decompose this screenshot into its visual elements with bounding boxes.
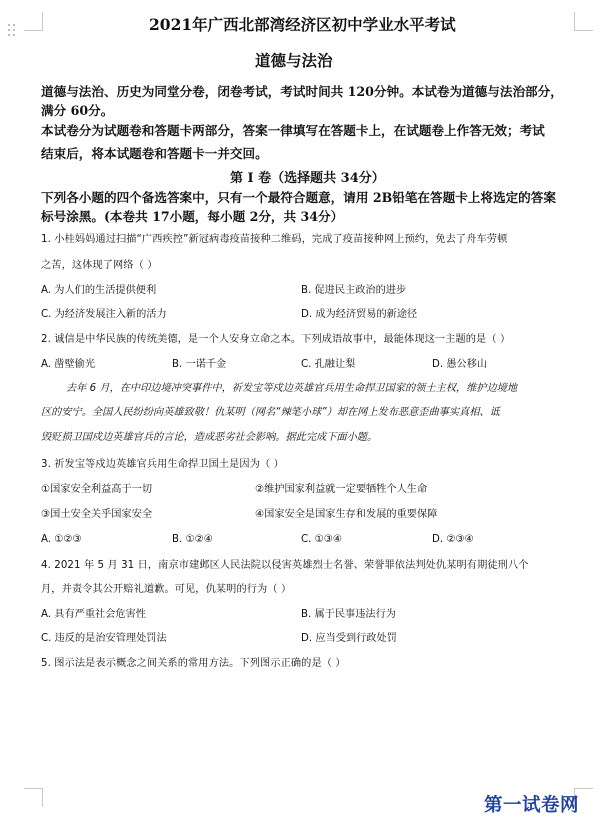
option-b: B. 一诺千金 [172, 359, 227, 370]
option-c: C. 孔融让梨 [301, 359, 356, 370]
material-text: 毁贬损卫国戍边英雄官兵的言论，造成恶劣社会影响。据此完成下面小题。 [41, 432, 378, 443]
question-stem: 2. 诚信是中华民族的传统美德，是一个人安身立命之本。下列成语故事中，最能体现这一主题的是（ ） [41, 334, 511, 345]
option-b: B. 属于民事违法行为 [301, 609, 396, 620]
option-a: A. 凿壁偷光 [41, 359, 96, 370]
crop-mark-top-left [24, 12, 43, 31]
option-a: A. ①②③ [41, 534, 82, 545]
option-c: C. 为经济发展注入新的活力 [41, 309, 167, 320]
material-text: 区的安宁。全国人民纷纷向英雄致敬！仇某明（网名“辣笔小球”）却在网上发布恶意歪曲事实真相、诋 [41, 407, 500, 418]
subject-title: 道德与法治 [255, 51, 333, 70]
instruction-line: 满分 60分。 [41, 103, 114, 118]
option-c: C. 违反的是治安管理处罚法 [41, 633, 167, 644]
exam-title: 2021年广西北部湾经济区初中学业水平考试 [149, 15, 456, 34]
instruction-line: 本试卷分为试题卷和答题卡两部分，答案一律填写在答题卡上，在试题卷上作答无效；考试 [41, 123, 545, 138]
question-stem: 4. 2021 年 5 月 31 日，南京市建邺区人民法院以侵害英雄烈士名誉、荣誉罪依法判处仇某明有期徒刑八个 [41, 560, 529, 571]
option-b: B. ①②④ [172, 534, 213, 545]
option-d: D. ②③④ [432, 534, 474, 545]
option-b: B. 促进民主政治的进步 [301, 285, 407, 296]
section-title: 第 I 卷（选择题共 34分） [230, 171, 385, 186]
statement-2: ②维护国家利益就一定要牺牲个人生命 [255, 484, 428, 495]
section-intro: 标号涂黑。(本卷共 17小题，每小题 2分，共 34分） [41, 209, 344, 224]
option-d: D. 愚公移山 [432, 359, 488, 370]
section-intro: 下列各小题的四个备选答案中，只有一个最符合题意，请用 2B铅笔在答题卡上将选定的答案 [41, 190, 556, 205]
question-stem: 1. 小桂妈妈通过扫描“广西疾控”新冠病毒疫苗接种二维码，完成了疫苗接种网上预约，免去了舟车劳顿 [41, 234, 508, 245]
drag-handle-icon[interactable] [8, 24, 16, 38]
option-d: D. 应当受到行政处罚 [301, 633, 397, 644]
question-stem: 之苦，这体现了网络（ ） [41, 260, 158, 271]
instruction-line: 道德与法治、历史为同堂分卷，闭卷考试，考试时间共 120分钟。本试卷为道德与法治部分， [41, 84, 563, 99]
statement-1: ①国家安全利益高于一切 [41, 484, 153, 495]
statement-3: ③国土安全关乎国家安全 [41, 509, 153, 520]
question-stem: 3. 祈发宝等戍边英雄官兵用生命捍卫国土是因为（ ） [41, 459, 284, 470]
material-text: 去年 6 月，在中印边境冲突事件中，祈发宝等戍边英雄官兵用生命捍卫国家的领土主权，维护边境地 [66, 383, 518, 394]
question-stem: 月，并责令其公开赔礼道歉。可见，仇某明的行为（ ） [41, 584, 292, 595]
option-c: C. ①③④ [301, 534, 342, 545]
crop-mark-bottom-left [24, 788, 43, 807]
question-stem: 5. 图示法是表示概念之间关系的常用方法。下列图示正确的是（ ） [41, 658, 346, 669]
instruction-line: 结束后，将本试题卷和答题卡一并交回。 [41, 146, 268, 161]
watermark-logo: 第一试卷网 [484, 795, 580, 816]
option-a: A. 具有严重社会危害性 [41, 609, 146, 620]
crop-mark-top-right [574, 12, 593, 31]
statement-4: ④国家安全是国家生存和发展的重要保障 [255, 509, 438, 520]
option-a: A. 为人们的生活提供便利 [41, 285, 157, 296]
option-d: D. 成为经济贸易的新途径 [301, 309, 418, 320]
